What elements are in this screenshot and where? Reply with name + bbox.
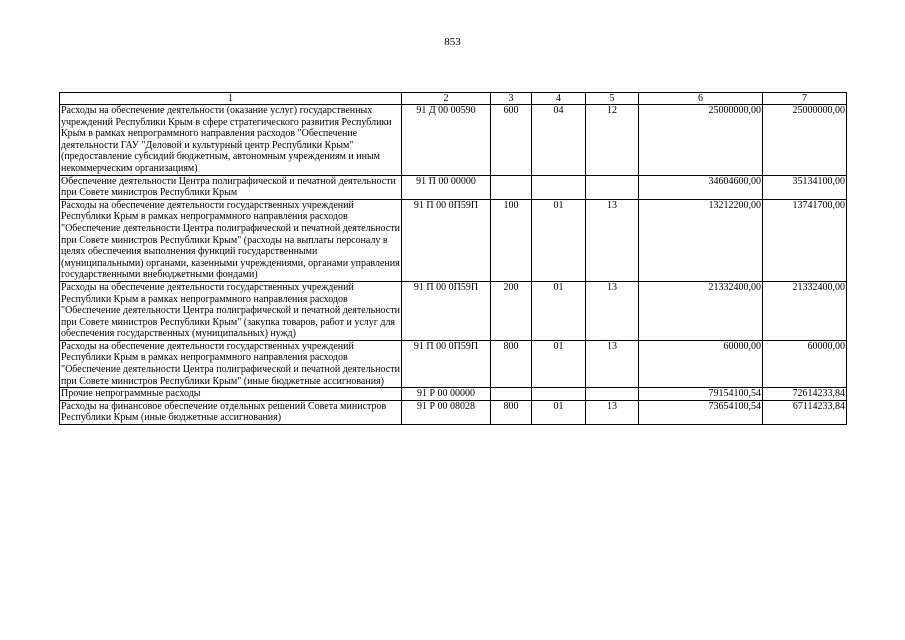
row-amount-1: 34604600,00: [639, 175, 763, 199]
row-section: 01: [532, 400, 586, 424]
row-description: Расходы на обеспечение деятельности государственных учреждений Республики Крым в рамках непрограммного направления расходов "Обеспечение деятельности Центра полиграфической и печатной деятельности при Совете министров Республики Крым" (иные бюджетные ассигнования): [61, 340, 400, 387]
header-row: [60, 93, 847, 105]
table-row: [60, 400, 847, 424]
table-body: [60, 105, 847, 425]
row-description: Расходы на обеспечение деятельности государственных учреждений Республики Крым в рамках непрограммного направления расходов "Обеспечение деятельности Центра полиграфической и печатной деятельности при Совете министров Республики Крым" (расходы на выплаты персоналу в целях обеспечения выполнения функций государственными (муниципальными) органами, казенными учреждениями, органами управления государственными внебюджетными фондами): [61, 199, 400, 281]
row-target-code: 91 П 00 0П59П: [402, 199, 491, 281]
header-col-5: 5: [586, 93, 639, 105]
row-target-code: 91 Р 00 00000: [402, 388, 491, 401]
row-section: [532, 175, 586, 199]
row-subsection: 12: [586, 105, 639, 176]
row-amount-1: 73654100,54: [639, 400, 763, 424]
row-description: Расходы на обеспечение деятельности государственных учреждений Республики Крым в рамках непрограммного направления расходов "Обеспечение деятельности Центра полиграфической и печатной деятельности при Совете министров Республики Крым" (закупка товаров, работ и услуг для обеспечения государственных (муниципальных) нужд): [61, 281, 400, 340]
row-section: 01: [532, 340, 586, 387]
budget-table: [59, 92, 847, 425]
row-subsection: 13: [586, 340, 639, 387]
row-subsection: [586, 175, 639, 199]
row-amount-2: 13741700,00: [763, 199, 847, 281]
page-number: 853: [444, 36, 461, 48]
row-subsection: [586, 388, 639, 401]
row-amount-1: 79154100,54: [639, 388, 763, 401]
header-col-3: 3: [491, 93, 532, 105]
row-amount-2: 25000000,00: [763, 105, 847, 176]
row-section: [532, 388, 586, 401]
table-header: [60, 93, 847, 105]
table-row: [60, 175, 847, 199]
row-amount-2: 60000,00: [763, 340, 847, 387]
table-row: [60, 105, 847, 176]
row-expense-type: 100: [491, 199, 532, 281]
row-amount-1: 60000,00: [639, 340, 763, 387]
row-description: Расходы на финансовое обеспечение отдельных решений Совета министров Республики Крым (иные бюджетные ассигнования): [60, 400, 402, 424]
row-subsection: 13: [586, 199, 639, 281]
row-expense-type: 200: [491, 281, 532, 340]
row-target-code: 91 Р 00 08028: [402, 400, 491, 424]
row-section: 01: [532, 199, 586, 281]
row-description: Обеспечение деятельности Центра полиграфической и печатной деятельности при Совете министров Республики Крым: [60, 175, 402, 199]
row-target-code: 91 П 00 0П59П: [402, 281, 491, 340]
table-row: [60, 388, 847, 401]
row-section: 04: [532, 105, 586, 176]
row-amount-2: 72614233,84: [763, 388, 847, 401]
row-description: Прочие непрограммные расходы: [60, 388, 402, 401]
table-row: [60, 199, 847, 281]
row-subsection: 13: [586, 400, 639, 424]
row-expense-type: 800: [491, 400, 532, 424]
row-description: Расходы на обеспечение деятельности (оказание услуг) государственных учреждений Республики Крым в сфере стратегического развития Республики Крым в рамках непрограммного направления расходов "Обеспечение деятельности ГАУ "Деловой и культурный центр Республики Крым" (предоставление субсидий бюджетным, автономным учреждениям и иным некоммерческим организациям): [60, 105, 402, 176]
header-col-2: 2: [402, 93, 491, 105]
row-target-code: 91 П 00 0П59П: [402, 340, 491, 387]
row-expense-type: [491, 175, 532, 199]
header-col-6: 6: [639, 93, 763, 105]
row-target-code: 91 П 00 00000: [402, 175, 491, 199]
row-amount-1: 21332400,00: [639, 281, 763, 340]
row-expense-type: 800: [491, 340, 532, 387]
row-expense-type: [491, 388, 532, 401]
header-col-4: 4: [532, 93, 586, 105]
row-amount-2: 67114233,84: [763, 400, 847, 424]
row-amount-2: 35134100,00: [763, 175, 847, 199]
table-row: [60, 340, 847, 387]
row-expense-type: 600: [491, 105, 532, 176]
row-subsection: 13: [586, 281, 639, 340]
row-amount-1: 13212200,00: [639, 199, 763, 281]
header-col-7: 7: [763, 93, 847, 105]
row-amount-1: 25000000,00: [639, 105, 763, 176]
row-section: 01: [532, 281, 586, 340]
table-row: [60, 281, 847, 340]
row-target-code: 91 Д 00 00590: [402, 105, 491, 176]
row-amount-2: 21332400,00: [763, 281, 847, 340]
header-col-1: 1: [60, 93, 402, 105]
